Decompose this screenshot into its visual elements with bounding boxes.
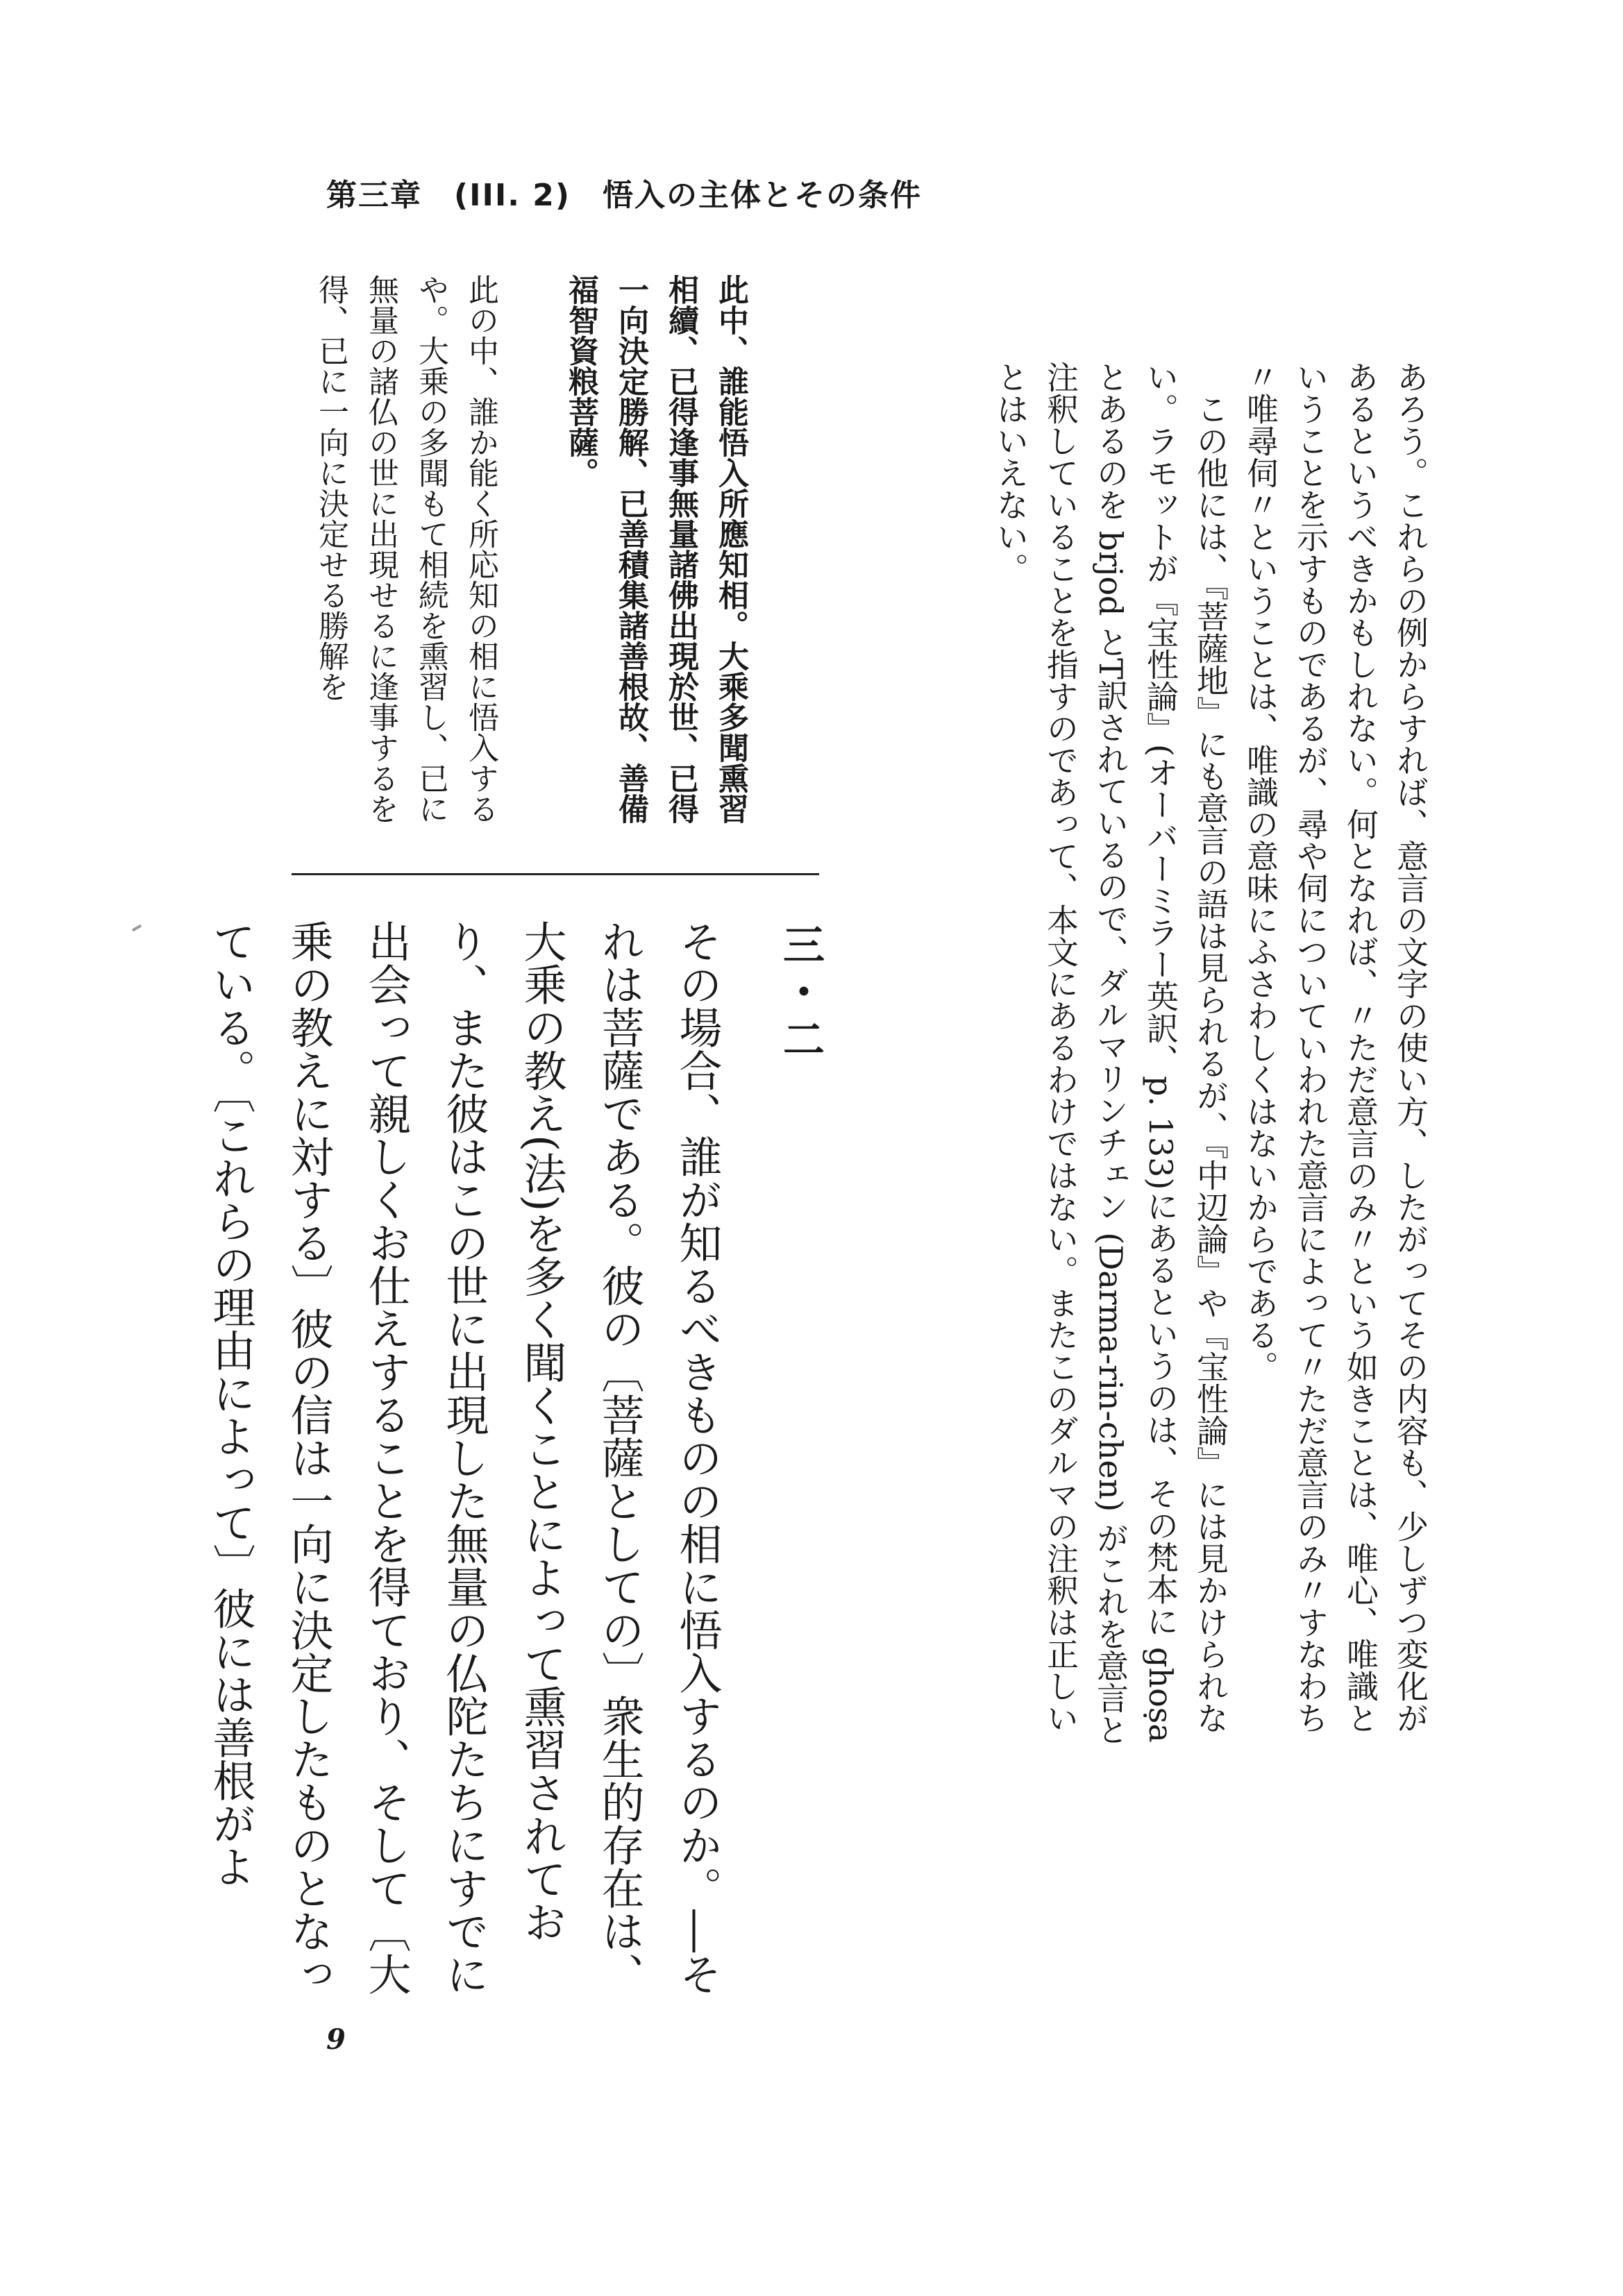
kundoku-reading: 此の中、誰か能く所応知の相に悟入するや。大乗の多聞もて相続を熏習し、已に無量の諸仏の世に出現せるに逢事するを得、已に一向に決定せる勝解を [313,274,498,824]
scan-mark [132,925,142,931]
page-number: 9 [326,2023,346,2056]
main-translation: その場合、誰が知るべきものの相に悟入するのか。―それは菩薩である。彼の〔菩薩としての〕衆生的存在は、大乗の教え(法)を多く聞くことによって熏習されており、また彼はこの世に出現した無量の仏陀たちにすでに出会って親しくお仕えすることを得ており、そして〔大乗の教えに対する〕彼の信は一向に決定したものとなっている。〔これらの理由によって〕彼には善根がよ [205,920,723,1995]
running-header: 第三章 (III. 2) 悟入の主体とその条件 [326,178,922,213]
commentary-paragraph-2: この他には、『菩薩地』にも意言の語は見られるが、『中辺論』や『宝性論』には見かけられない。ラモットが『宝性論』(オーバーミラー英訳、p. 133)にあるというのは、その梵本に ghoṣa とあるのを brjod とT訳されているので、ダルマリンチェン (Darma-rin-chen) がこれを意言と注釈していることを指すのであって、本文にあるわけではない。またこのダルマの注釈は正しいとはいえない。 [992,361,1229,1746]
section-title: 三・二 [776,923,825,1065]
source-text: 此中、誰能悟入所應知相。大乘多聞熏習相續、已得逢事無量諸佛出現於世、已得一向決定勝解、已善積集諸善根故、善備福智資粮菩薩。 [563,274,748,824]
commentary-paragraph-1: あろう。これらの例からすれば、意言の文字の使い方、したがってその内容も、少しずつ変化があるというべきかもしれない。何となれば、〃ただ意言のみ〃という如きことは、唯心、唯識ということを示すものであるが、尋や伺についていわれた意言によって〃ただ意言のみ〃すなわち〃唯尋伺〃ということは、唯識の意味にふさわしくはないからである。 [1242,361,1429,1734]
section-divider [292,873,819,875]
